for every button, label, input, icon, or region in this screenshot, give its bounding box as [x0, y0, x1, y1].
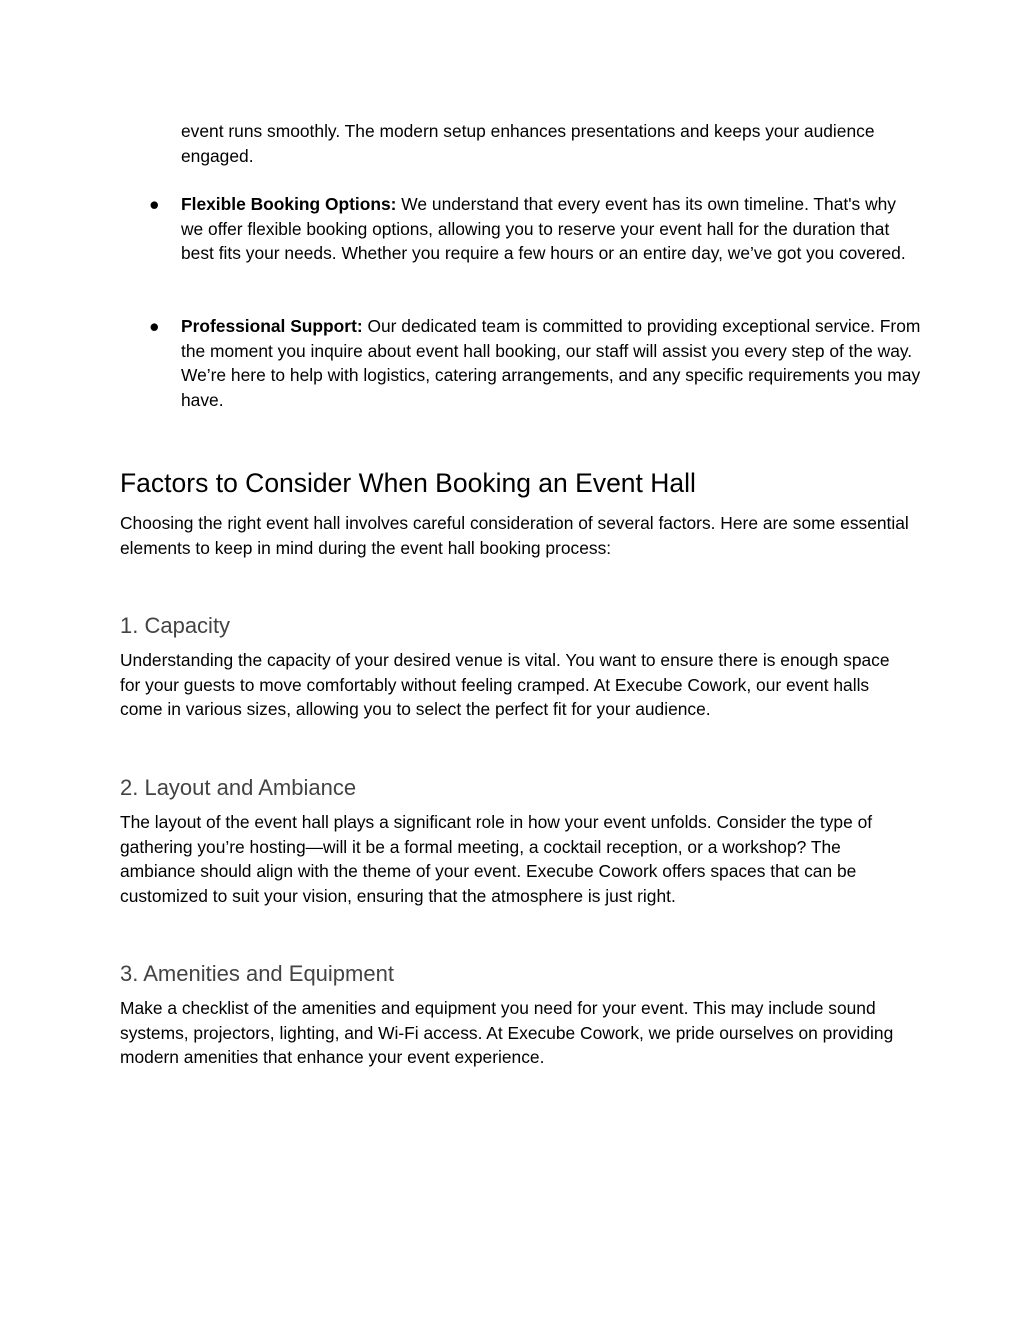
intro-continuation-paragraph: event runs smoothly. The modern setup enhances presentations and keeps your audience engaged.	[181, 121, 875, 166]
subsection-body-capacity: Understanding the capacity of your desired venue is vital. You want to ensure there is enough space for your guests to move comfortably without feeling cramped. At Execube Cowork, our event halls come in various sizes, allowing you to select the perfect fit for your audience.	[120, 650, 890, 719]
subsection-body-layout: The layout of the event hall plays a significant role in how your event unfolds. Consider the type of gathering you’re hosting—will it be a formal meeting, a cocktail reception, or a workshop? The ambiance should align with the theme of your event. Execube Cowork offers spaces that can be customized to suit your vision, ensuring that the atmosphere is just right.	[120, 812, 873, 906]
bullet-text	[181, 192, 921, 266]
subsection-heading-layout: 2. Layout and Ambiance	[120, 775, 357, 800]
subsection-heading-capacity: 1. Capacity	[120, 613, 231, 638]
bullet-body: We understand that every event has its own timeline. That's why we offer flexible booking options, allowing you to reserve your event hall for the duration that best fits your needs. Whether you require a few hours or an entire day, we’ve got you covered.	[181, 194, 906, 263]
bullet-body: Our dedicated team is committed to providing exceptional service. From the moment you inquire about event hall booking, our staff will assist you every step of the way. We’re here to help with logistics, catering arrangements, and any specific requirements you may have.	[181, 316, 921, 410]
subsection-heading-amenities: 3. Amenities and Equipment	[120, 961, 394, 986]
bullet-label: Professional Support:	[181, 316, 363, 336]
bullet-label: Flexible Booking Options:	[181, 194, 397, 214]
bullet-text	[181, 314, 921, 412]
subsection-body-amenities: Make a checklist of the amenities and equipment you need for your event. This may include sound systems, projectors, lighting, and Wi-Fi access. At Execube Cowork, we pride ourselves on providing modern amenities that enhance your event experience.	[120, 998, 894, 1067]
section-heading: Factors to Consider When Booking an Event Hall	[120, 468, 696, 498]
bullet-marker-icon: ●	[149, 316, 160, 336]
bullet-marker-icon: ●	[149, 194, 160, 214]
section-intro-paragraph: Choosing the right event hall involves careful consideration of several factors. Here are some essential elements to keep in mind during the event hall booking process:	[120, 513, 909, 558]
